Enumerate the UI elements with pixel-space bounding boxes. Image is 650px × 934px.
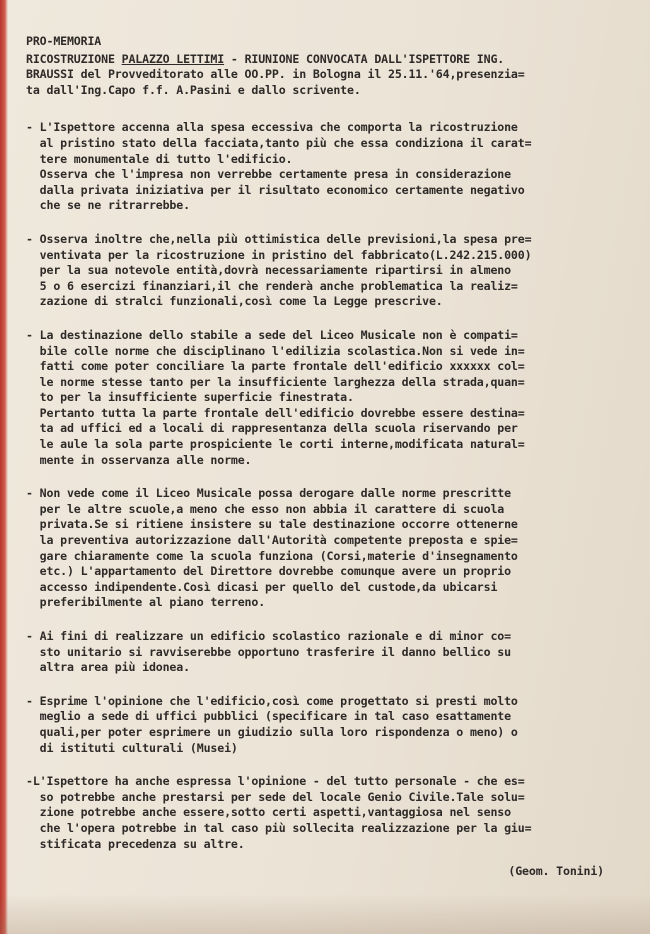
paragraph-line: tere monumentale di tutto l'edificio. <box>26 151 293 166</box>
paragraph <box>26 486 626 611</box>
paragraph-line: le norme stesse tanto per la insufficiente larghezza della strada,quan= <box>26 374 525 389</box>
paragraph-line: meglio a sede di uffici pubblici (specificare in tal caso esattamente <box>26 709 511 724</box>
header-line <box>26 67 626 83</box>
paragraph-line: - L'Ispettore accenna alla spesa eccessiva che comporta la ricostruzione <box>26 120 518 135</box>
paragraph-line: le aule la sola parte prospiciente le corti interne,modificata natural= <box>26 437 525 452</box>
paragraph-line: to per la insufficiente superficie finestrata. <box>26 390 354 405</box>
paragraph-line: la preventiva autorizzazione dall'Autorità competente preposta e spie= <box>26 533 518 548</box>
paragraph-line: bile colle norme che disciplinano l'edilizia scolastica.Non si vede in= <box>26 343 525 358</box>
paragraph <box>26 232 626 310</box>
paragraph-line: fatti come poter conciliare la parte frontale dell'edificio xxxxxx col= <box>26 359 525 374</box>
paragraph-line: - Ai fini di realizzare un edificio scolastico razionale e di minor co= <box>26 629 511 643</box>
paragraph-line: al pristino stato della facciata,tanto più che essa condiziona il carat= <box>26 135 532 150</box>
paragraph-line: etc.) L'appartamento del Direttore dovrebbe comunque avere un proprio <box>26 564 511 579</box>
paragraph-line: che se ne ritrarrebbe. <box>26 198 190 213</box>
header-text: - RIUNIONE CONVOCATA DALL'ISPETTORE ING. <box>224 51 505 66</box>
header-line <box>26 83 626 99</box>
paragraph-line: stificata precedenza su altre. <box>26 836 245 851</box>
paragraph-line: - Osserva inoltre che,nella più ottimistica delle previsioni,la spesa pre= <box>26 231 532 246</box>
paragraph-line: so potrebbe anche prestarsi per sede del locale Genio Civile.Tale solu= <box>26 789 525 804</box>
paragraph-line: accesso indipendente.Così dicasi per quello del custode,da ubicarsi <box>26 579 498 594</box>
header-line <box>26 52 626 68</box>
paragraph-line: ta ad uffici ed a locali di rappresentanza della scuola riservando per <box>26 421 518 436</box>
paragraph-line: - Esprime l'opinione che l'edificio,così come progettato si presti molto <box>26 693 518 708</box>
paragraph <box>26 328 626 468</box>
paragraph <box>26 120 626 214</box>
memo-header <box>26 52 626 99</box>
paragraph-line: ventivata per la ricostruzione in pristino del fabbricato(L.242.215.000) <box>26 247 532 262</box>
paragraph-line: gare chiaramente come la scuola funziona (Corsi,materie d'insegnamento <box>26 548 518 563</box>
memo-text <box>26 34 626 880</box>
paragraph-line: privata.Se si ritiene insistere su tale destinazione occorre ottenerne <box>26 517 518 532</box>
paragraph-line: - La destinazione dello stabile a sede del Liceo Musicale non è compati= <box>26 327 518 342</box>
underlined-subject: PALAZZO LETTIMI <box>121 51 225 66</box>
header-text: BRAUSSI del Provveditorato alle OO.PP. in Bologna il 25.11.'64,presenzia= <box>26 67 525 82</box>
paragraph <box>26 629 626 676</box>
paragraph-line: 5 o 6 esercizi finanziari,il che renderà anche problematica la realiz= <box>26 278 518 293</box>
signature: (Geom. Tonini) <box>508 864 604 879</box>
paragraph-line: preferibilmente al piano terreno. <box>26 595 266 610</box>
paragraph-line: per le altre scuole,a meno che esso non abbia il carattere di scuola <box>26 501 505 516</box>
paragraph-line: quali,per poter esprimere un giudizio sulla loro rispondenza o meno) o <box>26 724 518 739</box>
page-shadow <box>0 894 650 934</box>
paragraph-line: altra area più idonea. <box>26 660 190 675</box>
paragraph-line: - Non vede come il Liceo Musicale possa derogare dalle norme prescritte <box>26 486 511 501</box>
paragraph-line: zione potrebbe anche essere,sotto certi aspetti,vantaggiosa nel senso <box>26 805 511 820</box>
paragraph-line: Osserva che l'impresa non verrebbe certamente presa in considerazione <box>26 167 511 182</box>
paragraph-line: dalla privata iniziativa per il risultato economico certamente negativo <box>26 182 525 197</box>
paragraph <box>26 774 626 852</box>
header-text: RICOSTRUZIONE <box>26 51 122 66</box>
paragraph-line: zazione di stralci funzionali,così come la Legge prescrive. <box>26 294 443 309</box>
paragraph-line: mente in osservanza alle norme. <box>26 452 252 467</box>
paragraph-line: sto unitario si ravviserebbe opportuno trasferire il danno bellico su <box>26 644 511 659</box>
paragraph-line: di istituti culturali (Musei) <box>26 740 238 755</box>
paragraph <box>26 694 626 756</box>
red-folder-edge <box>0 0 8 934</box>
paragraph-line: Pertanto tutta la parte frontale dell'edificio dovrebbe essere destina= <box>26 405 525 420</box>
paragraph-line: che l'opera potrebbe in tal caso più sollecita realizzazione per la giu= <box>26 820 532 835</box>
header-text: ta dall'Ing.Capo f.f. A.Pasini e dallo scrivente. <box>26 82 361 97</box>
memo-title: PRO-MEMORIA <box>26 34 102 48</box>
memo-body <box>26 120 626 852</box>
paragraph-line: per la sua notevole entità,dovrà necessariamente ripartirsi in almeno <box>26 263 511 278</box>
paragraph-line: -L'Ispettore ha anche espressa l'opinione - del tutto personale - che es= <box>26 774 525 789</box>
